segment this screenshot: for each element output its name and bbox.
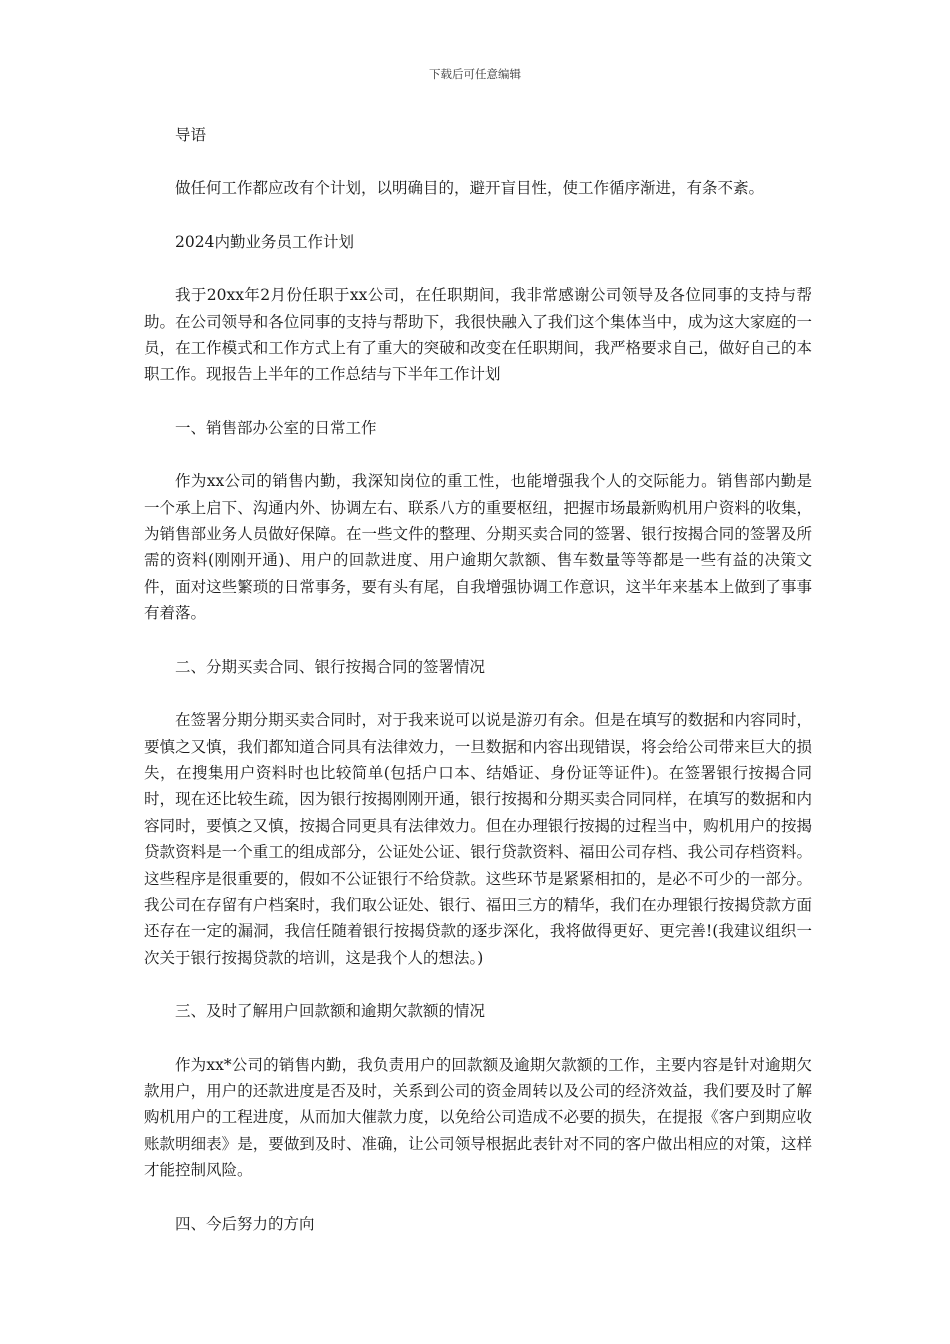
section-2-heading: 二、分期买卖合同、银行按揭合同的签署情况 xyxy=(175,657,486,676)
section-4-heading: 四、今后努力的方向 xyxy=(175,1214,315,1233)
intro-paragraph: 做任何工作都应改有个计划，以明确目的，避开盲目性，使工作循序渐进，有条不紊。 xyxy=(175,179,765,198)
header-note: 下载后可任意编辑 xyxy=(429,67,521,81)
document-body xyxy=(144,122,812,1264)
intro-label: 导语 xyxy=(175,126,207,144)
section-1-heading: 一、销售部办公室的日常工作 xyxy=(175,418,377,437)
section-3-paragraph: 作为xx*公司的销售内勤，我负责用户的回款额及逾期欠款额的工作，主要内容是针对逾期欠款用户，用户的还款进度是否及时，关系到公司的资金周转以及公司的经济效益，我们要及时了解购机用户的工程进度，从而加大催款力度，以免给公司造成不必要的损失，在提报《客户到期应收账款明细表》是，要做到及时、准确，让公司领导根据此表针对不同的客户做出相应的对策，这样才能控制风险。 xyxy=(144,1055,812,1180)
section-3-heading: 三、及时了解用户回款额和逾期欠款额的情况 xyxy=(175,1002,486,1021)
opening-paragraph: 我于20xx年2月份任职于xx公司，在任职期间，我非常感谢公司领导及各位同事的支持与帮助。在公司领导和各位同事的支持与帮助下，我很快融入了我们这个集体当中，成为这大家庭的一员，在工作模式和工作方式上有了重大的突破和改变在任职期间，我严格要求自己，做好自己的本职工作。现报告上半年的工作总结与下半年工作计划 xyxy=(144,286,812,384)
section-1-paragraph: 作为xx公司的销售内勤，我深知岗位的重工性，也能增强我个人的交际能力。销售部内勤是一个承上启下、沟通内外、协调左右、联系八方的重要枢纽，把握市场最新购机用户资料的收集，为销售部业务人员做好保障。在一些文件的整理、分期买卖合同的签署、银行按揭合同的签署及所需的资料(刚刚开通)、用户的回款进度、用户逾期欠款额、售车数量等等都是一些有益的决策文件，面对这些繁琐的日常事务，要有头有尾，自我增强协调工作意识，这半年来基本上做到了事事有着落。 xyxy=(144,472,812,623)
document-title: 2024内勤业务员工作计划 xyxy=(175,232,354,251)
section-2-paragraph: 在签署分期分期买卖合同时，对于我来说可以说是游刃有余。但是在填写的数据和内容同时，要慎之又慎，我们都知道合同具有法律效力，一旦数据和内容出现错误，将会给公司带来巨大的损失，在搜集用户资料时也比较简单(包括户口本、结婚证、身份证等证件)。在签署银行按揭合同时，现在还比较生疏，因为银行按揭刚刚开通，银行按揭和分期买卖合同同样，在填写的数据和内容同时，要慎之又慎，按揭合同更具有法律效力。但在办理银行按揭的过程当中，购机用户的按揭贷款资料是一个重工的组成部分，公证处公证、银行贷款资料、福田公司存档、我公司存档资料。这些程序是很重要的，假如不公证银行不给贷款。这些环节是紧紧相扣的，是必不可少的一部分。我公司在存留有户档案时，我们取公证处、银行、福田三方的精华，我们在办理银行按揭贷款方面还存在一定的漏洞，我信任随着银行按揭贷款的逐步深化，我将做得更好、更完善!(我建议组织一次关于银行按揭贷款的培训，这是我个人的想法。) xyxy=(144,711,812,967)
